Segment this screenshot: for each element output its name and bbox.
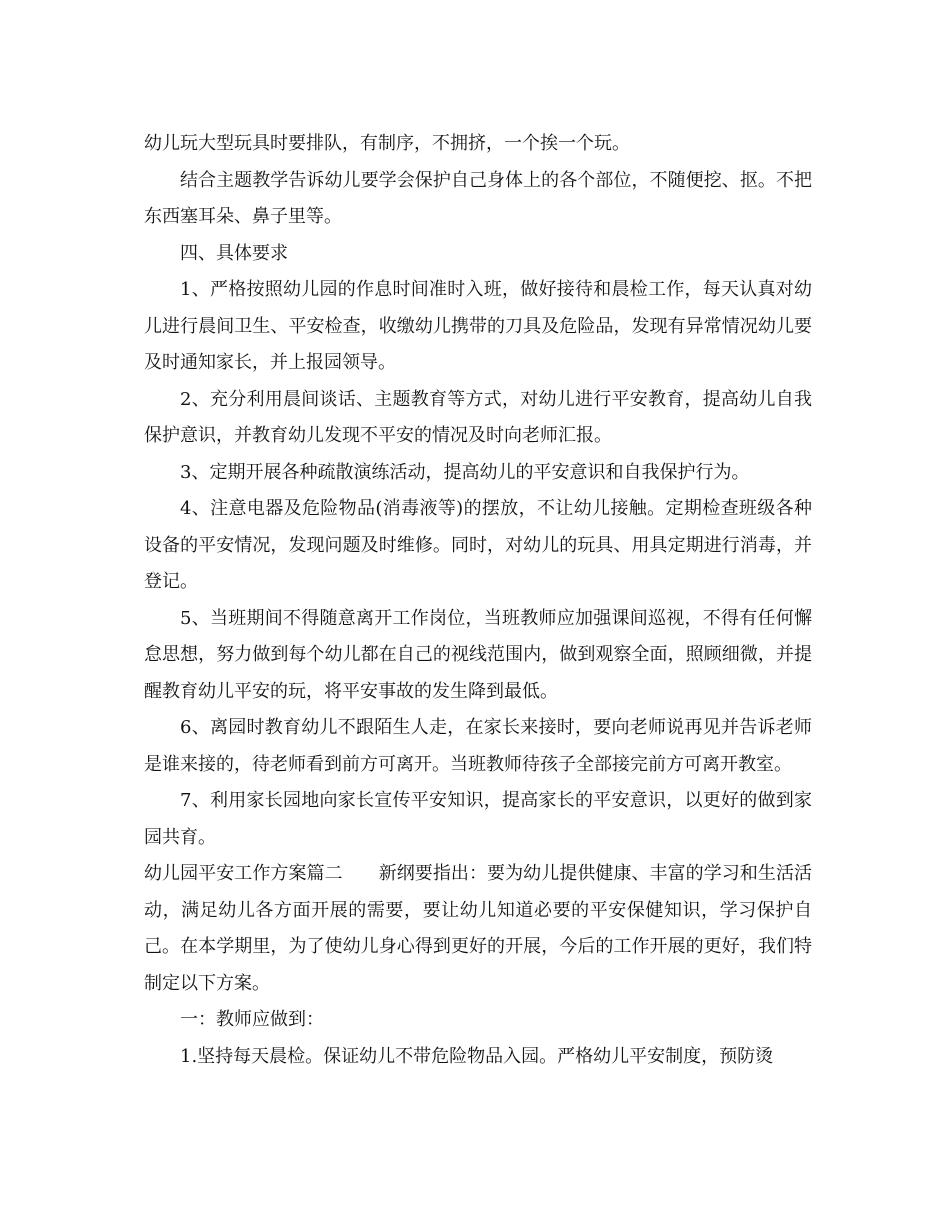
requirement-item-5: 5、当班期间不得随意离开工作岗位，当班教师应加强课间巡视，不得有任何懈怠思想，努力做到每个幼儿都在自己的视线范围内，做到观察全面，照顾细微，并提醒教育幼儿平安的玩，将平安事故的发生降到最低。 [144,607,812,702]
section-heading-requirements: 四、具体要求 [180,242,288,264]
requirement-item-7: 7、利用家长园地向家长宣传平安知识，提高家长的平安意识，以更好的做到家园共育。 [144,790,812,848]
section-two-paragraph [144,856,812,1002]
requirement-item-1: 1、严格按照幼儿园的作息时间准时入班，做好接待和晨检工作，每天认真对幼儿进行晨间卫生、平安检查，收缴幼儿携带的刀具及危险品，发现有异常情况幼儿要及时通知家长，并上报园领导。 [144,279,812,373]
paragraph-body-protection: 结合主题教学告诉幼儿要学会保护自己身体上的各个部位，不随便挖、抠。不把东西塞耳朵、鼻子里等。 [144,169,812,227]
section-two-intro: 新纲要指出：要为幼儿提供健康、丰富的学习和生活活动，满足幼儿各方面开展的需要，要让幼儿知道必要的平安保健知识，学习保护自己。在本学期里，为了使幼儿身心得到更好的开展，今后的工作开展的更好，我们特制定以下方案。 [144,863,813,994]
requirement-item-2: 2、充分利用晨间谈话、主题教育等方式，对幼儿进行平安教育，提高幼儿自我保护意识，并教育幼儿发现不平安的情况及时向老师汇报。 [144,388,812,446]
requirement-item-3: 3、定期开展各种疏散演练活动，提高幼儿的平安意识和自我保护行为。 [180,461,750,483]
teacher-duty-item-1: 1.坚持每天晨检。保证幼儿不带危险物品入园。严格幼儿平安制度，预防烫 [180,1045,774,1067]
requirement-item-4: 4、注意电器及危险物品(消毒液等)的摆放，不让幼儿接触。定期检查班级各种设备的平安情况，发现问题及时维修。同时，对幼儿的玩具、用具定期进行消毒，并登记。 [144,498,812,592]
section-two-heading: 幼儿园平安工作方案篇二 [144,863,343,884]
requirement-item-6: 6、离园时教育幼儿不跟陌生人走，在家长来接时，要向老师说再见并告诉老师是谁来接的，待老师看到前方可离开。当班教师待孩子全部接完前方可离开教室。 [144,717,812,775]
document-body [144,126,812,1075]
teacher-duties-heading: 一：教师应做到： [180,1009,324,1030]
paragraph-queue-rule: 幼儿玩大型玩具时要排队，有制序，不拥挤，一个挨一个玩。 [144,133,630,154]
